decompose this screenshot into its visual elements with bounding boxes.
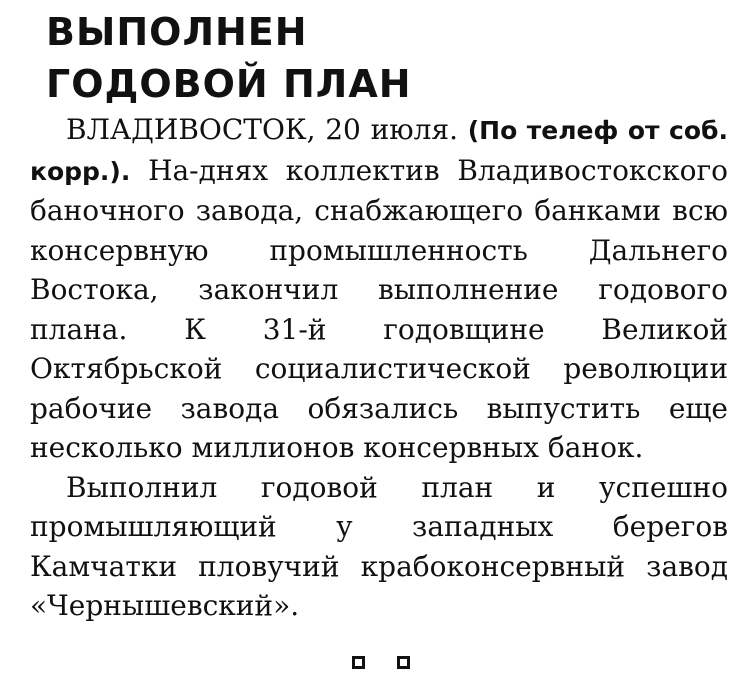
paragraph-1-text: На-днях коллектив Владивостокского баночного завода, снабжающего банками всю консервную промышленность Дальнего Востока, закончил выполнение годового плана. К 31-й годовщине Великой Октябрьской социалистической революции рабочие завода обязались выпустить еще несколько миллионов консервных банок. bbox=[30, 153, 728, 464]
end-of-article-marks bbox=[352, 656, 410, 669]
article-body bbox=[30, 110, 728, 626]
article-headline bbox=[46, 6, 412, 110]
headline-line-2: ГОДОВОЙ ПЛАН bbox=[46, 62, 412, 106]
square-mark-icon bbox=[397, 656, 410, 669]
headline-line-1: ВЫПОЛНЕН bbox=[46, 10, 308, 54]
source-note: (По телеф от соб. корр.). bbox=[30, 116, 729, 186]
paragraph-2: Выполнил годовой план и успешно промышляющий у западных берегов Камчатки пловучий крабоконсервный завод «Чернышевский». bbox=[30, 470, 728, 622]
paragraph-1 bbox=[30, 110, 728, 468]
dateline: ВЛАДИВОСТОК, 20 июля. bbox=[66, 113, 458, 146]
square-mark-icon bbox=[352, 656, 365, 669]
